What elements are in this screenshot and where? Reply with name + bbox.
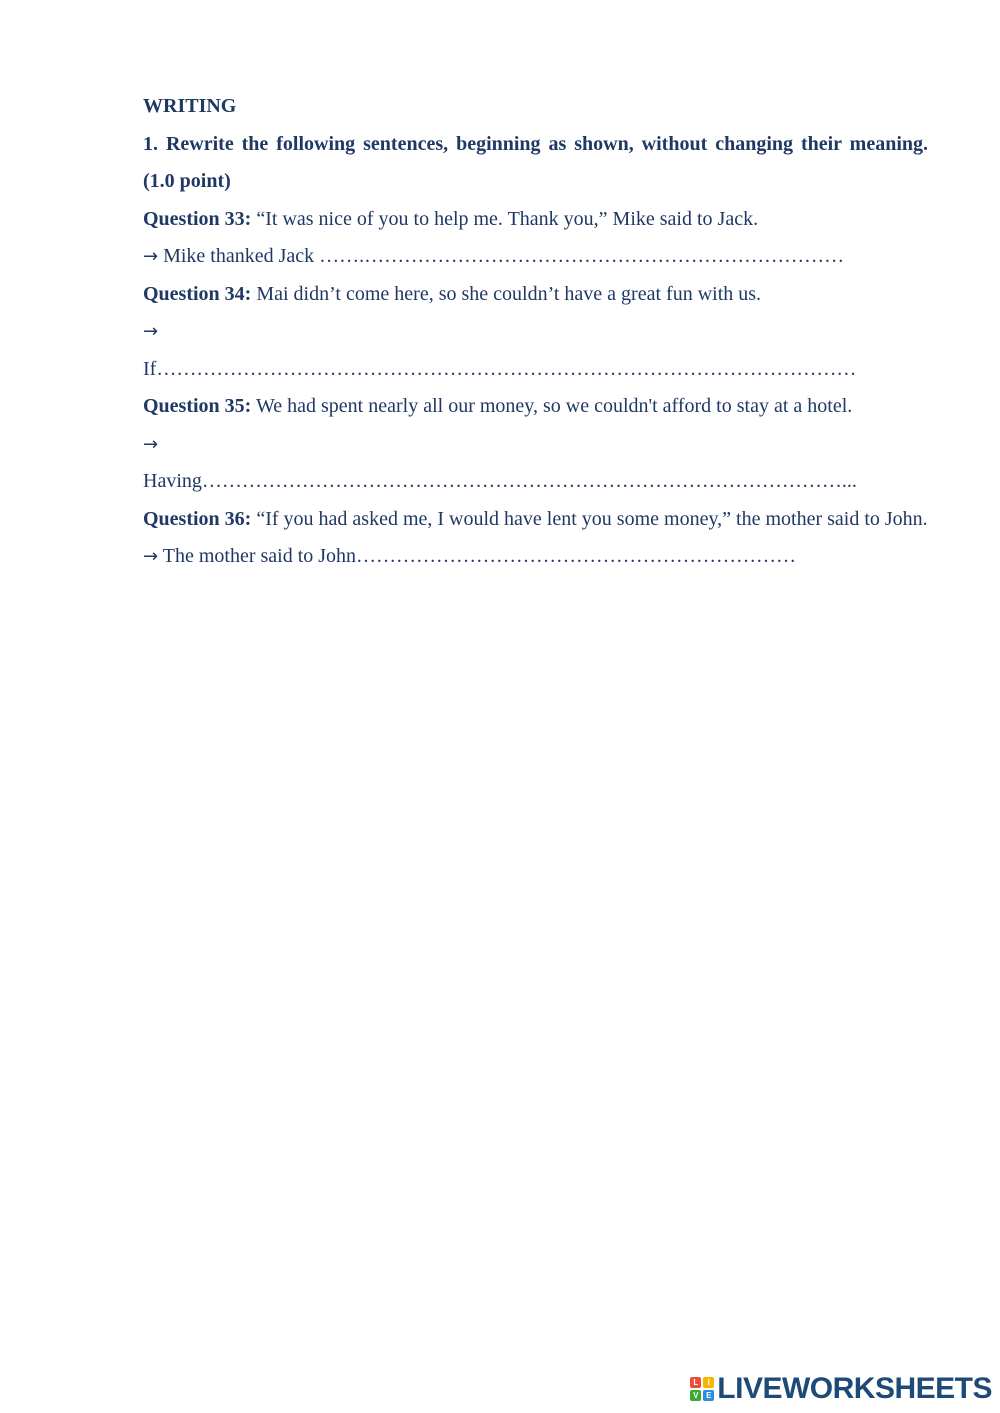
answer-36-blank[interactable]: ………………………………………………………… [356,545,797,567]
logo-text: LIVEWORKSHEETS [717,1372,992,1405]
answer-line-35 [143,463,928,501]
logo-tile-i: I [703,1377,714,1388]
answer-35-blank[interactable]: ……………………………………………………………………………………... [201,470,857,492]
question-33-text: “It was nice of you to help me. Thank you,” Mike said to Jack. [251,207,759,230]
arrow-icon: → [143,321,159,342]
answer-36-prefix: The mother said to John [158,545,357,567]
arrow-icon: → [143,546,159,567]
question-36 [143,501,928,539]
question-36-text: “If you had asked me, I would have lent you some money,” the mother said to John. [251,507,928,530]
logo-tile-l: L [690,1377,701,1388]
arrow-icon: → [143,433,159,455]
question-33-label: Question 33: [143,207,252,230]
answer-line-34 [143,351,928,389]
answer-35-prefix: Having [143,470,202,492]
answer-arrow-34 [143,313,928,351]
question-33 [143,201,928,239]
answer-line-33 [143,238,928,276]
logo-tile-v: V [690,1390,701,1401]
answer-arrow-35 [143,426,928,464]
answer-34-blank[interactable]: …………………………………………………………………………………………… [156,357,857,380]
answer-line-36 [143,538,928,576]
question-34-label: Question 34: [143,282,252,305]
logo-tiles [690,1377,714,1401]
logo-tile-e: E [703,1390,714,1401]
arrow-icon: → [143,246,159,267]
worksheet-content [143,88,928,576]
instruction-text: 1. Rewrite the following sentences, beginning as shown, without changing their meaning. (1.0 point) [143,132,928,192]
question-35 [143,388,928,426]
answer-33-blank[interactable]: …….……………………………………………………………… [319,245,845,267]
section-heading: WRITING [143,95,237,117]
liveworksheets-logo [690,1371,992,1407]
question-34 [143,276,928,314]
question-36-label: Question 36: [143,507,252,530]
question-35-text: We had spent nearly all our money, so we couldn't afford to stay at a hotel. [251,395,853,417]
answer-34-prefix: If [143,357,157,380]
answer-33-prefix: Mike thanked Jack [158,245,320,267]
question-34-text: Mai didn’t come here, so she couldn’t have a great fun with us. [251,282,762,305]
question-35-label: Question 35: [143,395,252,417]
